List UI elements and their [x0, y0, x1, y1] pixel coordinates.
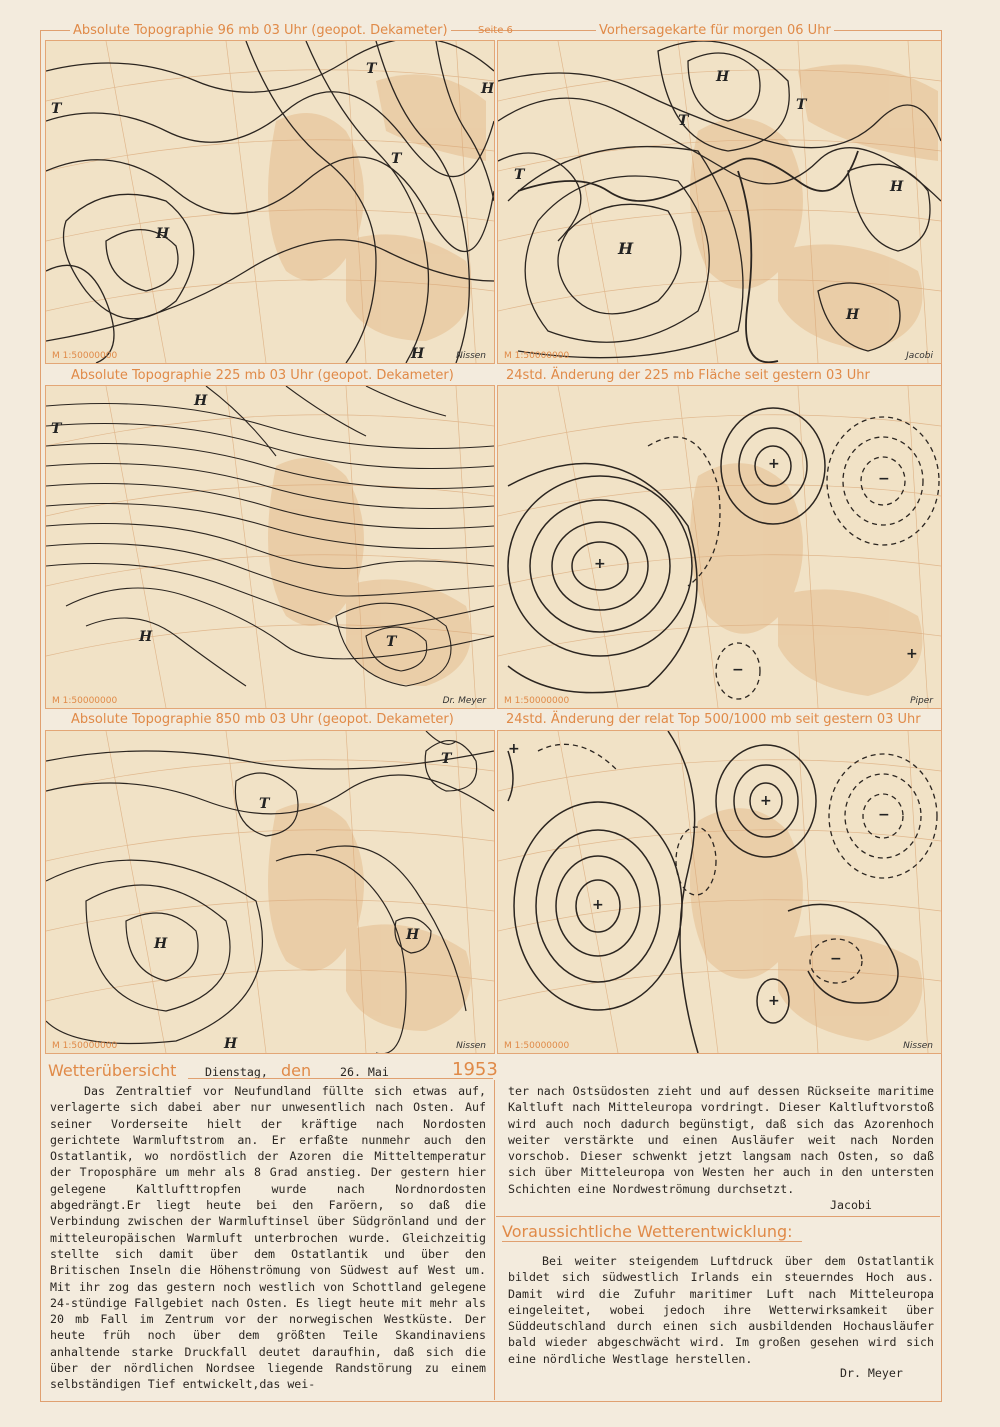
map-850mb	[45, 730, 495, 1054]
map-forecast-label-high: H	[890, 179, 904, 195]
map-title-reltop-change: 24std. Änderung der relat Top 500/1000 mb seit gestern 03 Uhr	[503, 712, 924, 728]
map-225-change-label-minus: −	[878, 471, 890, 487]
map-96mb-label-low: T	[366, 61, 377, 77]
map-forecast-label-low: T	[796, 97, 807, 113]
map-reltop-change-label-plus: +	[592, 897, 604, 913]
map-forecast-scale: M 1:50000000	[504, 351, 570, 361]
map-850mb-label-low: T	[259, 796, 270, 812]
map-96mb-author: Nissen	[456, 351, 486, 361]
map-225-change-label-minus: −	[732, 662, 744, 678]
map-850mb-label-low: T	[441, 751, 452, 767]
map-225mb-author: Dr. Meyer	[442, 696, 486, 706]
overview-rule	[188, 1078, 493, 1079]
forecast-title-underline	[502, 1241, 802, 1242]
map-forecast-label-low: T	[514, 167, 525, 183]
map-225mb-contours	[46, 386, 494, 708]
map-reltop-change-label-minus: −	[830, 951, 842, 967]
map-225mb-label-low: T	[386, 634, 397, 650]
map-96mb-contours	[46, 41, 494, 363]
map-96mb-label-high: H	[411, 346, 425, 362]
map-forecast-label-high: H	[846, 307, 860, 323]
map-reltop-change-label-minus: −	[878, 807, 890, 823]
map-reltop-change	[497, 730, 942, 1054]
map-forecast-label-low: T	[678, 113, 689, 129]
map-forecast-author: Jacobi	[906, 351, 933, 361]
forecast-text: Bei weiter steigendem Luftdruck über dem Ostatlantik bildet sich südwestlich Irlands ein steuerndes Hoch aus. Damit wird die Zufuhr maritimer Luft nach Mitteleuropa eingeleitet, wobei jedoch ihre Wetterwirksamkeit über Süddeutschland durch einen sich ausbildenden Hochausläufer bald wieder abgeschwächt wird. Im großen gesehen wird sich eine nördliche Westlage herstellen.	[508, 1254, 934, 1366]
map-225-change	[497, 385, 942, 709]
map-850mb-label-high: H	[224, 1036, 238, 1052]
map-96mb-scale: M 1:50000000	[52, 351, 118, 361]
overview-signature: Jacobi	[830, 1198, 872, 1212]
map-850mb-label-high: H	[154, 936, 168, 952]
page-number: Seite 6	[478, 25, 513, 36]
map-225-change-label-plus: +	[594, 556, 606, 572]
map-title-96mb: Absolute Topographie 96 mb 03 Uhr (geopot. Dekameter)	[70, 23, 451, 39]
map-reltop-change-scale: M 1:50000000	[504, 1041, 570, 1051]
map-225-change-author: Piper	[910, 696, 933, 706]
map-225-change-label-plus: +	[906, 646, 918, 662]
overview-text-col2: ter nach Ostsüdosten zieht und auf dessen Rückseite maritime Kaltluft nach Mitteleuropa vordringt. Dieser Kaltluftvorstoß wird auch noch dadurch begünstigt, daß sich das Azorenhoch weiter verstärkte und einen Ausläufer weit nach Norden vorschob. Dieser schwenkt jetzt langsam nach Osten, so daß sich über Mitteleuropa von Westen her auch in den untersten Schichten eine Nordweströmung durchsetzt.	[508, 1084, 934, 1196]
map-96mb-label-low: T	[391, 151, 402, 167]
map-reltop-change-label-plus: +	[760, 793, 772, 809]
map-forecast	[497, 40, 942, 364]
map-225mb-label-high: H	[139, 629, 153, 645]
map-forecast-contours	[498, 41, 941, 363]
column-divider	[494, 1080, 495, 1400]
map-850mb-contours	[46, 731, 494, 1053]
map-reltop-change-label-plus: +	[508, 741, 520, 757]
map-reltop-change-author: Nissen	[903, 1041, 933, 1051]
map-225mb-scale: M 1:50000000	[52, 696, 118, 706]
overview-title: Wetterübersicht	[48, 1061, 177, 1080]
map-850mb-author: Nissen	[456, 1041, 486, 1051]
map-225mb	[45, 385, 495, 709]
map-225mb-label-high: H	[194, 393, 208, 409]
map-title-225-change: 24std. Änderung der 225 mb Fläche seit gestern 03 Uhr	[503, 368, 873, 384]
map-title-850mb: Absolute Topographie 850 mb 03 Uhr (geopot. Dekameter)	[68, 712, 457, 728]
map-850mb-label-high: H	[406, 927, 420, 943]
map-225-change-scale: M 1:50000000	[504, 696, 570, 706]
map-reltop-change-label-plus: +	[768, 993, 780, 1009]
map-850mb-scale: M 1:50000000	[52, 1041, 118, 1051]
forecast-signature: Dr. Meyer	[840, 1366, 903, 1380]
map-225mb-label-low: T	[51, 421, 62, 437]
map-forecast-label-high: H	[618, 239, 634, 258]
forecast-rule-top	[496, 1216, 940, 1217]
map-96mb-label-high: H	[156, 226, 170, 242]
map-reltop-change-contours	[498, 731, 941, 1053]
overview-text-col1: Das Zentraltief vor Neufundland füllte sich etwas auf, verlagerte sich dabei aber nur unwesentlich nach Osten. Auf seiner Vorderseite hielt der kräftige nach Nordosten gerichtete Warmluftstrom an. Er erfaßte nunmehr auch den Ostatlantik, wo nordöstlich der Azoren die Mitteltemperatur der Troposphäre um mehr als 8 Grad anstieg. Der gestern hier gelegene Kaltlufttropfen wurde nach Nordnordosten abgedrängt.Er liegt heute bei den Faröern, so daß die Verbindung zwischen der Warmluftinsel über Südgrönland und der mitteleuropäischen Warmluft unterbrochen wurde. Gleichzeitig stellte sich damit über dem Ostatlantik und über den Britischen Inseln die Höhenströmung von Südwest auf West um. Mit ihr zog das gestern noch westlich von Schottland gelegene 24-stündige Fallgebiet nach Osten. Es liegt heute mit mehr als 20 mb Fall im Zentrum vor der norwegischen Westküste. Der heute früh noch über dem größten Teile Skandinaviens anhaltende starke Druckfall deutet daraufhin, daß sich die über der nördlichen Nordsee liegende Randstörung zu einem selbständigen Tief entwickelt,das wei-	[50, 1084, 486, 1392]
forecast-title: Voraussichtliche Wetterentwicklung:	[502, 1222, 793, 1241]
map-96mb	[45, 40, 495, 364]
map-225-change-contours	[498, 386, 941, 708]
overview-day: Dienstag,	[205, 1065, 268, 1079]
map-title-225mb: Absolute Topographie 225 mb 03 Uhr (geopot. Dekameter)	[68, 368, 457, 384]
overview-year: 1953	[452, 1059, 498, 1080]
map-96mb-label-high: H	[481, 81, 495, 97]
overview-date: 26. Mai	[340, 1065, 389, 1079]
overview-den: den	[281, 1061, 312, 1080]
map-96mb-label-low: T	[51, 101, 62, 117]
map-forecast-label-high: H	[716, 69, 730, 85]
map-title-forecast: Vorhersagekarte für morgen 06 Uhr	[596, 23, 834, 39]
map-225-change-label-plus: +	[768, 456, 780, 472]
